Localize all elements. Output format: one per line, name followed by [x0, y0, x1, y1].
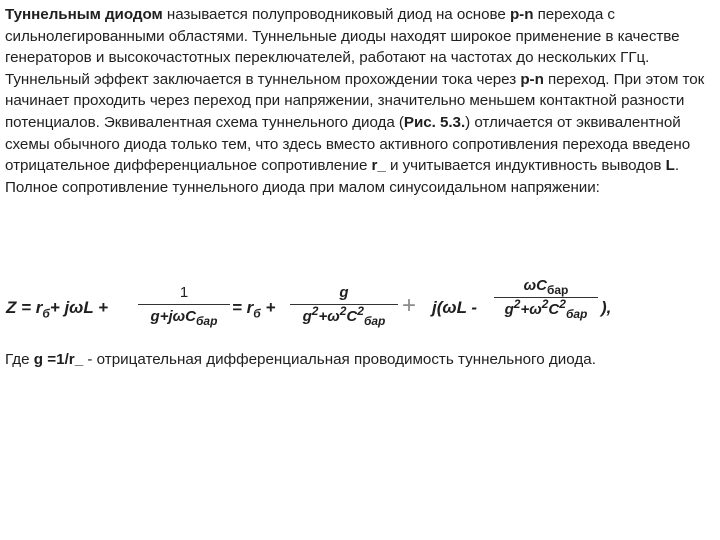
text-segment: и учитывается индуктивность выводов: [385, 157, 666, 175]
fraction-3-den-c: C: [548, 301, 560, 318]
text-segment: перехода с сильнолегированными областями. Туннельные диоды находят широкое применение в качестве генераторов и высокочастотных переключателей, работают на частотах до нескольких ГГц. Туннельный эффект заключается в туннельном прохождении тока через: [5, 6, 680, 88]
formula-lhs-sub: б: [42, 306, 50, 321]
fraction-2: [290, 283, 398, 327]
fraction-2-exp-3: 2: [357, 304, 364, 318]
formula-close: ),: [601, 298, 612, 317]
fraction-2-denominator: [290, 304, 398, 328]
text-segment: переход. При этом ток начинает проходить через переход при напряжении, значительно меньшем контактной разности потенциалов. Эквивалентная схема туннельного диода (: [5, 70, 705, 131]
fraction-2-den-c: C: [346, 308, 358, 325]
formula-eq2-text: = r: [232, 298, 254, 317]
footer-prefix: Где: [5, 351, 34, 368]
term-L: L: [665, 157, 675, 175]
formula-term2: + jωL +: [49, 298, 109, 317]
text-segment: ) отличается от эквивалентной схемы обычного диода только тем, что здесь вместо активного сопротивления перехода введено отрицательное дифференциальное сопротивление: [5, 113, 691, 175]
fraction-3-den-omega: +ω: [520, 301, 542, 318]
fraction-3-exp-2: 2: [541, 297, 549, 311]
fraction-3-numerator: [494, 276, 598, 296]
fraction-2-den-omega: +ω: [318, 308, 340, 325]
fraction-2-den-g: g: [302, 308, 312, 325]
formula-plus-1: +: [265, 298, 276, 317]
term-r-minus: r_: [371, 157, 386, 175]
fraction-1-numerator: 1: [179, 284, 189, 301]
formula-eq2-sub: б: [253, 306, 261, 321]
formula-j-part: j(ωL -: [432, 298, 478, 317]
term-pn: p-n: [509, 6, 534, 23]
formula-eq2: [232, 298, 276, 321]
footer-g-definition: g =1/r_: [33, 351, 84, 368]
fraction-2-exp-2: 2: [339, 304, 347, 318]
formula-lhs-text: Z = r: [6, 298, 43, 317]
text-segment: называется полупроводниковый диод на основе: [162, 6, 510, 23]
footer-rest: - отрицательная дифференциальная проводимость туннельного диода.: [83, 351, 596, 368]
term-pn: p-n: [520, 70, 544, 88]
fraction-1-bar: [138, 304, 230, 305]
footer-text: [5, 349, 717, 371]
fraction-3-den-g: g: [504, 301, 514, 318]
figure-reference: Рис. 5.3.: [403, 113, 466, 131]
body-text: [5, 4, 717, 198]
paragraph-impedance-intro: Полное сопротивление туннельного диода при малом синусоидальном напряжении:: [5, 178, 600, 196]
fraction-1-den-text: g+jωC: [150, 308, 196, 325]
fraction-1-denominator: [138, 307, 230, 327]
term-tunnel-diode: Туннельным диодом: [5, 6, 163, 23]
fraction-3-num-sub: бар: [546, 283, 569, 297]
fraction-3-num-text: ωC: [523, 277, 547, 294]
fraction-2-den-sub: бар: [363, 314, 386, 328]
fraction-1-den-sub: бар: [196, 314, 218, 328]
fraction-3: [494, 276, 598, 320]
formula-lhs: [6, 298, 109, 321]
impedance-formula: [4, 277, 716, 352]
fraction-3-den-sub: бар: [565, 307, 588, 321]
fraction-3-denominator: [494, 297, 598, 321]
formula-plus-2: +: [402, 292, 417, 319]
text-segment: .: [674, 157, 680, 175]
fraction-2-exp-1: 2: [311, 304, 319, 318]
paragraph-main: [5, 4, 717, 177]
fraction-2-numerator: g: [339, 284, 349, 301]
fraction-3-exp-3: 2: [559, 297, 566, 311]
fraction-1: [138, 283, 230, 327]
fraction-3-exp-1: 2: [513, 297, 521, 311]
